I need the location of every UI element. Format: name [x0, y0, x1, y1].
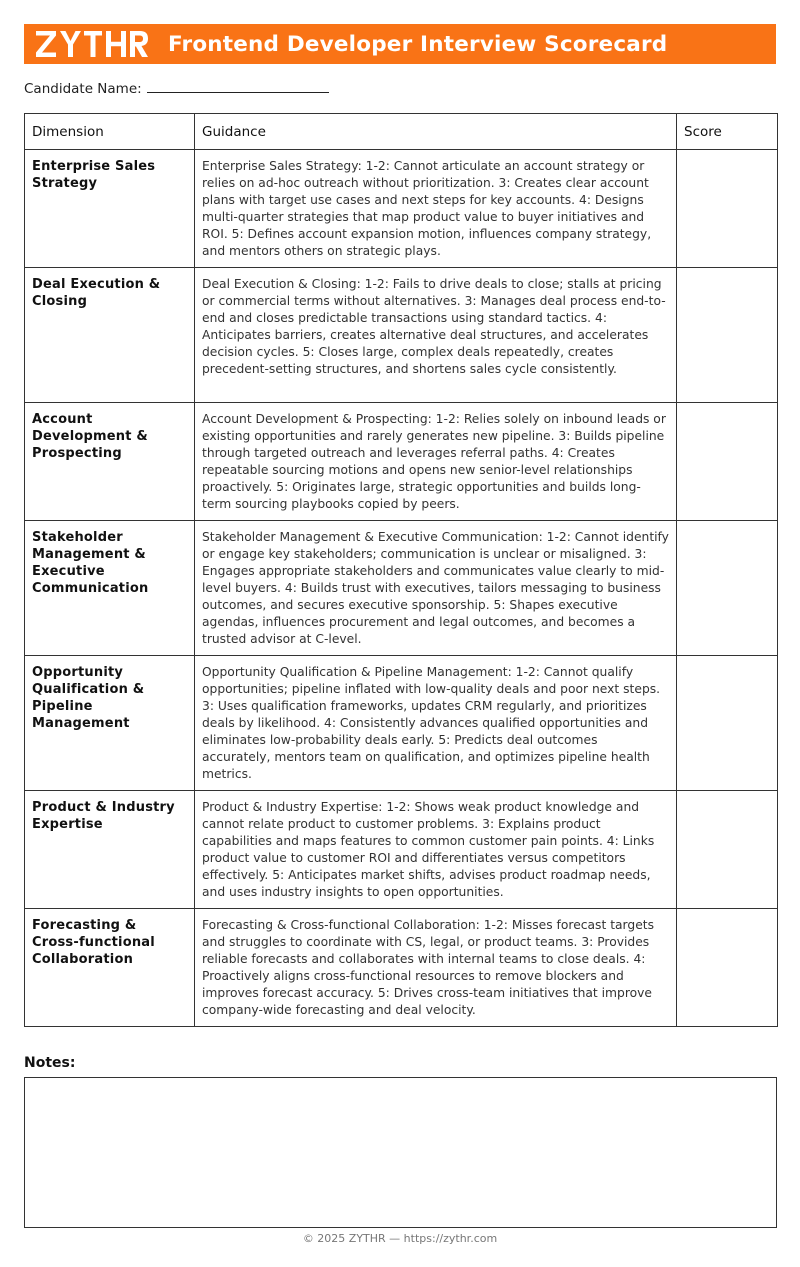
score-cell[interactable] [677, 150, 778, 268]
guidance-cell: Enterprise Sales Strategy: 1-2: Cannot articulate an account strategy or relies on ad-hoc outreach without prioritization. 3: Creates clear account plans with target use cases and next steps for key accounts. 4: Designs multi-quarter strategies that map product value to buyer initiatives and ROI. 5: Defines account expansion motion, influences company strategy, and mentors others on strategic plays. [195, 150, 677, 268]
column-header-score: Score [677, 114, 778, 150]
score-cell[interactable] [677, 268, 778, 403]
guidance-cell: Stakeholder Management & Executive Communication: 1-2: Cannot identify or engage key stakeholders; communication is unclear or misaligned. 3: Engages appropriate stakeholders and communicates value clearly to mid-level buyers. 4: Builds trust with executives, tailors messaging to business outcomes, and secures executive sponsorship. 5: Shapes executive agendas, influences procurement and legal outcomes, and becomes a trusted advisor at C-level. [195, 521, 677, 656]
score-cell[interactable] [677, 909, 778, 1027]
guidance-cell: Product & Industry Expertise: 1-2: Shows weak product knowledge and cannot relate product to customer problems. 3: Explains product capabilities and maps features to common customer pain points. 4: Links product value to customer ROI and differentiates versus competitors effectively. 5: Anticipates market shifts, advises product roadmap needs, and uses industry insights to open opportunities. [195, 791, 677, 909]
candidate-name-label: Candidate Name: [24, 81, 142, 97]
table-row [25, 150, 778, 268]
guidance-cell: Deal Execution & Closing: 1-2: Fails to drive deals to close; stalls at pricing or commercial terms without alternatives. 3: Manages deal process end-to-end and closes predictable transactions using standard tactics. 4: Anticipates barriers, creates alternative deal structures, and accelerates decision cycles. 5: Closes large, complex deals repeatedly, creates precedent-setting structures, and shortens sales cycle consistently. [195, 268, 677, 403]
dimension-cell: Enterprise Sales Strategy [25, 150, 195, 268]
candidate-name-line[interactable] [147, 78, 329, 93]
dimension-cell: Stakeholder Management & Executive Communication [25, 521, 195, 656]
table-row [25, 909, 778, 1027]
guidance-cell: Opportunity Qualification & Pipeline Management: 1-2: Cannot qualify opportunities; pipeline inflated with low-quality deals and poor next steps. 3: Uses qualification frameworks, updates CRM regularly, and prioritizes deals by likelihood. 4: Consistently advances qualified opportunities and eliminates low-probability deals early. 5: Predicts deal outcomes accurately, mentors team on qualification, and optimizes pipeline health metrics. [195, 656, 677, 791]
guidance-cell: Account Development & Prospecting: 1-2: Relies solely on inbound leads or existing opportunities and rarely generates new pipeline. 3: Builds pipeline through targeted outreach and leverages referral paths. 4: Creates repeatable sourcing motions and opens new senior-level relationships proactively. 5: Originates large, strategic opportunities and builds long-term sourcing playbooks copied by peers. [195, 403, 677, 521]
notes-box[interactable] [24, 1077, 777, 1228]
header-banner [24, 24, 776, 64]
dimension-cell: Opportunity Qualification & Pipeline Management [25, 656, 195, 791]
guidance-cell: Forecasting & Cross-functional Collaboration: 1-2: Misses forecast targets and struggles to coordinate with CS, legal, or product teams. 3: Provides reliable forecasts and collaborates with internal teams to close deals. 4: Proactively aligns cross-functional resources to remove blockers and improves forecast accuracy. 5: Drives cross-team initiatives that improve company-wide forecasting and deal velocity. [195, 909, 677, 1027]
zythr-logo-mark [36, 31, 148, 57]
column-header-dimension: Dimension [25, 114, 195, 150]
scorecard-table [24, 113, 778, 1027]
table-row [25, 403, 778, 521]
column-header-guidance: Guidance [195, 114, 677, 150]
footer-text: © 2025 ZYTHR — https://zythr.com [302, 1232, 498, 1245]
dimension-cell: Forecasting & Cross-functional Collaboration [25, 909, 195, 1027]
table-row [25, 268, 778, 403]
score-cell[interactable] [677, 656, 778, 791]
zythr-logo [36, 31, 148, 57]
dimension-cell: Account Development & Prospecting [25, 403, 195, 521]
dimension-cell: Deal Execution & Closing [25, 268, 195, 403]
notes-label: Notes: [24, 1055, 76, 1071]
table-row [25, 521, 778, 656]
candidate-name-field [24, 78, 329, 97]
score-cell[interactable] [677, 791, 778, 909]
table-row [25, 791, 778, 909]
score-cell[interactable] [677, 403, 778, 521]
dimension-cell: Product & Industry Expertise [25, 791, 195, 909]
table-row [25, 656, 778, 791]
page-title: Frontend Developer Interview Scorecard [168, 31, 668, 57]
table-header-row [25, 114, 778, 150]
score-cell[interactable] [677, 521, 778, 656]
